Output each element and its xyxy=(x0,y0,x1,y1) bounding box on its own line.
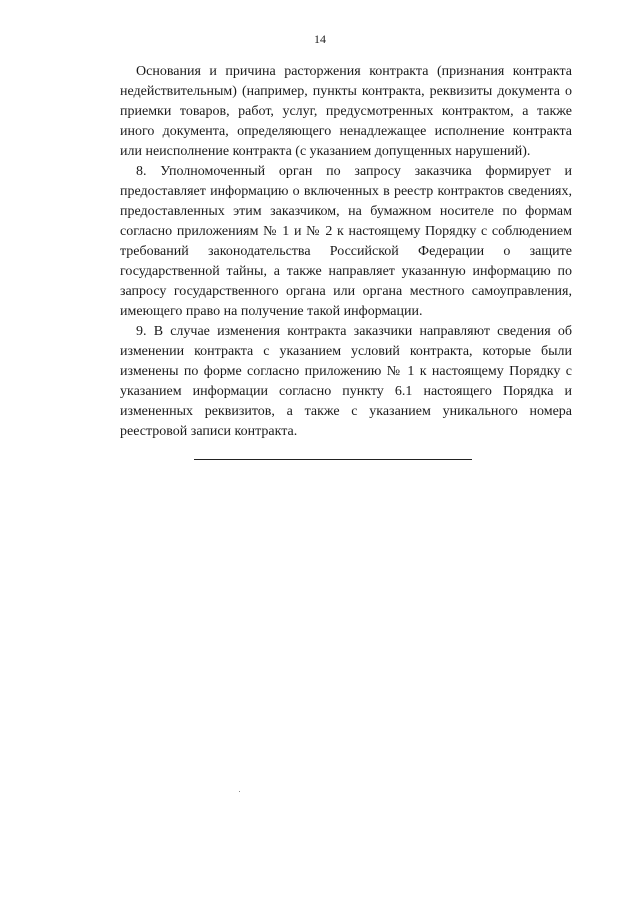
paragraph-item-9: 9. В случае изменения контракта заказчики направляют сведения об изменении контракта с указанием условий контракта, которые были изменены по форме согласно приложению № 1 к настоящему Порядку с указанием информации согласно пункту 6.1 настоящего Порядка и измененных реквизитов, а также с указанием уникального номера реестровой записи контракта. xyxy=(120,324,572,439)
body-text xyxy=(120,62,572,442)
end-separator-line xyxy=(194,459,472,460)
paragraph-termination-grounds: Основания и причина расторжения контракта (признания контракта недействительным) (например, пункты контракта, реквизиты документа о приемки товаров, работ, услуг, предусмотренных контрактом, а также иного документа, определяющего ненадлежащее исполнение контракта или неисполнение контракта (с указанием допущенных нарушений). xyxy=(120,64,572,159)
page-number: 14 xyxy=(314,32,326,46)
scan-speck xyxy=(239,791,240,792)
paragraph-item-8: 8. Уполномоченный орган по запросу заказчика формирует и предоставляет информацию о включенных в реестр контрактов сведениях, предоставленных этим заказчиком, на бумажном носителе по формам согласно приложениям № 1 и № 2 к настоящему Порядку с соблюдением требований законодательства Российской Федерации о защите государственной тайны, а также направляет указанную информацию по запросу государственного органа или органа местного самоуправления, имеющего право на получение такой информации. xyxy=(120,164,572,319)
